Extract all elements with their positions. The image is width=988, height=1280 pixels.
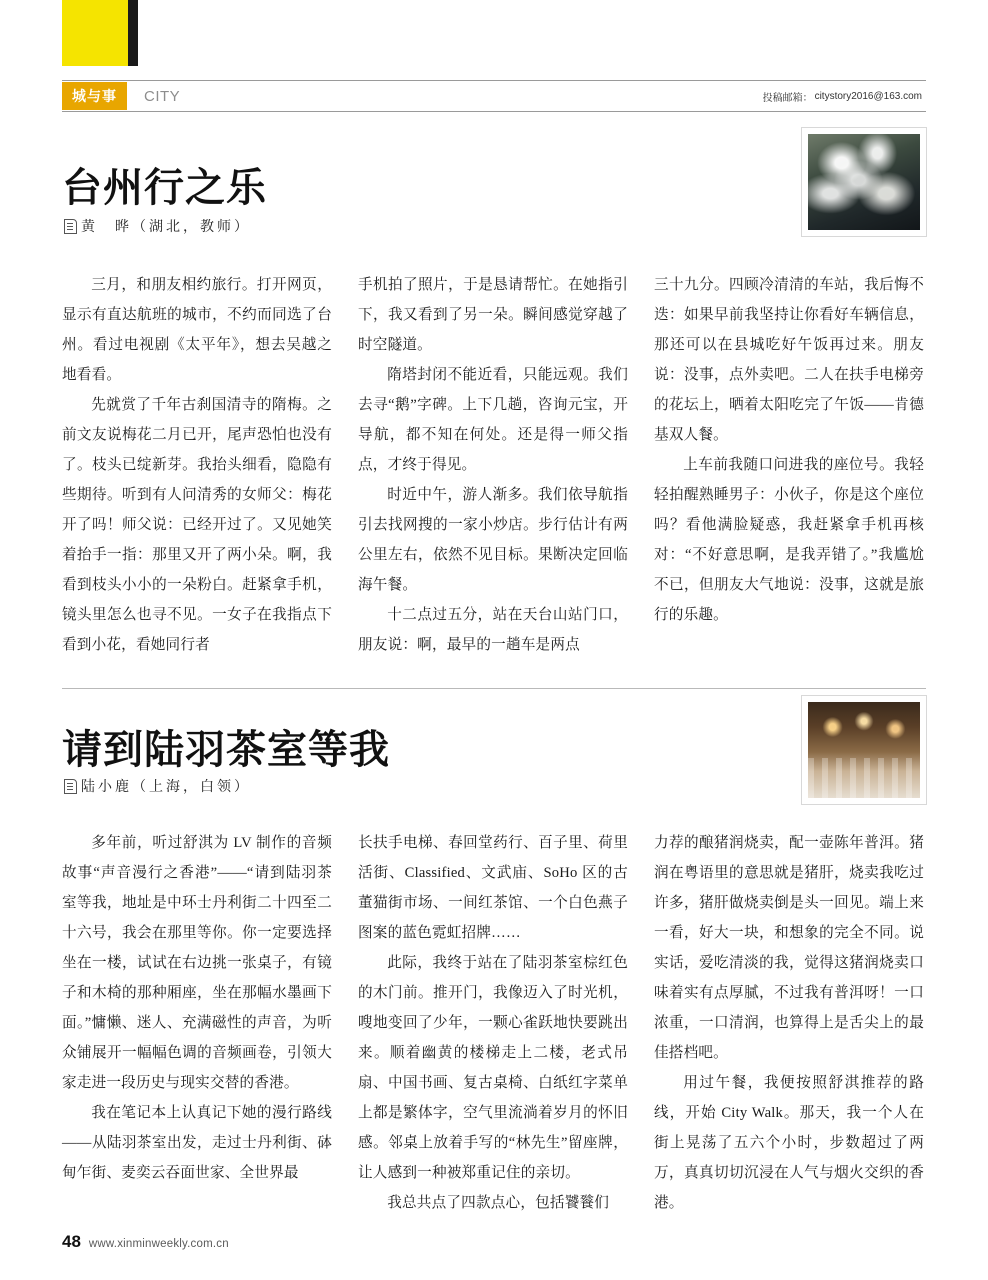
paragraph: 隋塔封闭不能近看，只能远观。我们去寻“鹅”字碑。上下几趟，咨询元宝，开导航，都不知在何处。还是得一师父指点，才终于得见。 xyxy=(358,367,628,473)
submission-email-address: citystory2016@163.com xyxy=(814,90,922,102)
article-divider xyxy=(62,688,926,689)
paragraph: 十二点过五分，站在天台山站门口，朋友说：啊，最早的一趟车是两点 xyxy=(358,607,628,653)
black-color-block xyxy=(128,0,138,66)
paragraph: 力荐的酿猪润烧卖，配一壶陈年普洱。猪润在粤语里的意思就是猪肝，烧卖我吃过许多，猪肝做烧卖倒是头一回见。端上来一看，好大一块，和想象的完全不同。说实话，爱吃清淡的我，觉得这猪润烧卖口味着实有点厚腻，不过我有普洱呀！一口浓重，一口清润，也算得上是舌尖上的最佳搭档吧。 xyxy=(654,835,924,1061)
paragraph: 用过午餐，我便按照舒淇推荐的路线，开始 City Walk。那天，我一个人在街上晃荡了五六个小时，步数超过了两万，真真切切沉浸在人气与烟火交织的香港。 xyxy=(654,1075,924,1211)
pen-icon xyxy=(64,219,77,234)
column-1 xyxy=(62,270,332,660)
byline xyxy=(64,216,251,236)
paragraph: 时近中午，游人渐多。我们依导航指引去找网搜的一家小炒店。步行估计有两公里左右，依然不见目标。果断决定回临海午餐。 xyxy=(358,487,628,593)
paragraph: 此际，我终于站在了陆羽茶室棕红色的木门前。推开门，我像迈入了时光机，嗖地变回了少年，一颗心雀跃地快要跳出来。顺着幽黄的楼梯走上二楼，老式吊扇、中国书画、复古桌椅、白纸红字菜单上都是繁体字，空气里流淌着岁月的怀旧感。邻桌上放着手写的“林先生”留座牌，让人感到一种被郑重记住的亲切。 xyxy=(358,955,628,1181)
paragraph: 我在笔记本上认真记下她的漫行路线——从陆羽茶室出发，走过士丹利街、砵甸乍街、麦奕云吞面世家、全世界最 xyxy=(62,1105,332,1181)
photo-inner xyxy=(808,134,920,230)
pen-icon xyxy=(64,779,77,794)
column-3 xyxy=(654,270,924,660)
paragraph: 长扶手电梯、春回堂药行、百子里、荷里活街、Classified、文武庙、SoHo 区的古董猫街市场、一间红茶馆、一个白色燕子图案的蓝色霓虹招牌…… xyxy=(358,835,628,941)
paragraph: 手机拍了照片，于是恳请帮忙。在她指引下，我又看到了另一朵。瞬间感觉穿越了时空隧道。 xyxy=(358,277,628,353)
section-tag-chinese: 城与事 xyxy=(62,82,127,110)
submission-email-label: 投稿邮箱： xyxy=(762,92,813,104)
article-title: 请到陆羽茶室等我 xyxy=(62,728,390,772)
byline-text: 黄 晔（湖北，教师） xyxy=(81,220,251,235)
photo-image xyxy=(808,134,920,230)
paragraph: 三十九分。四顾冷清清的车站，我后悔不迭：如果早前我坚持让你看好车辆信息，那还可以在县城吃好午饭再过来。朋友说：没事，点外卖吧。二人在扶手电梯旁的花坛上，晒着太阳吃完了午饭——肯德基双人餐。 xyxy=(654,277,924,443)
photo-image xyxy=(808,702,920,798)
paragraph: 三月，和朋友相约旅行。打开网页，显示有直达航班的城市，不约而同选了台州。看过电视剧《太平年》，想去吴越之地看看。 xyxy=(62,277,332,383)
article-photo-teahouse xyxy=(802,696,926,804)
article-photo-blossom xyxy=(802,128,926,236)
article-body xyxy=(62,828,926,1218)
column-3 xyxy=(654,828,924,1218)
yellow-color-block xyxy=(62,0,128,66)
page-footer xyxy=(62,1232,229,1252)
page-number: 48 xyxy=(62,1232,81,1251)
paragraph: 上车前我随口问进我的座位号。我轻轻拍醒熟睡男子：小伙子，你是这个座位吗？看他满脸疑惑，我赶紧拿手机再核对：“不好意思啊，是我弄错了。”我尴尬不已，但朋友大气地说：没事，这就是旅行的乐趣。 xyxy=(654,457,924,623)
running-head xyxy=(62,80,926,112)
byline-text: 陆小鹿（上海，白领） xyxy=(81,780,251,795)
paragraph: 多年前，听过舒淇为 LV 制作的音频故事“声音漫行之香港”——“请到陆羽茶室等我，地址是中环士丹利街二十四至二十六号，我会在那里等你。你一定要选择坐在一楼，试试在右边挑一张桌子，有镜子和木椅的那种厢座，坐在那幅水墨画下面。”慵懒、迷人、充满磁性的声音，为听众铺展开一幅幅色调的音频画卷，引领大家走进一段历史与现实交替的香港。 xyxy=(62,835,332,1091)
website-url: www.xinminweekly.com.cn xyxy=(88,1238,229,1250)
byline xyxy=(64,776,251,796)
column-2 xyxy=(358,270,628,660)
paragraph: 先就赏了千年古刹国清寺的隋梅。之前文友说梅花二月已开，尾声恐怕也没有了。枝头已绽新芽。我抬头细看，隐隐有些期待。听到有人问清秀的女师父：梅花开了吗！师父说：已经开过了。又见她笑着抬手一指：那里又开了两小朵。啊，我看到枝头小小的一朵粉白。赶紧拿手机，镜头里怎么也寻不见。一女子在我指点下看到小花，看她同行者 xyxy=(62,397,332,653)
page-title: 台州行之乐 xyxy=(62,166,267,210)
section-tag-english: CITY xyxy=(144,87,181,105)
paragraph: 我总共点了四款点心，包括饕餮们 xyxy=(387,1195,610,1211)
submission-email xyxy=(763,82,922,110)
column-2 xyxy=(358,828,628,1218)
top-color-marks xyxy=(0,0,988,66)
photo-inner xyxy=(808,702,920,798)
column-1 xyxy=(62,828,332,1218)
article-body xyxy=(62,270,926,660)
